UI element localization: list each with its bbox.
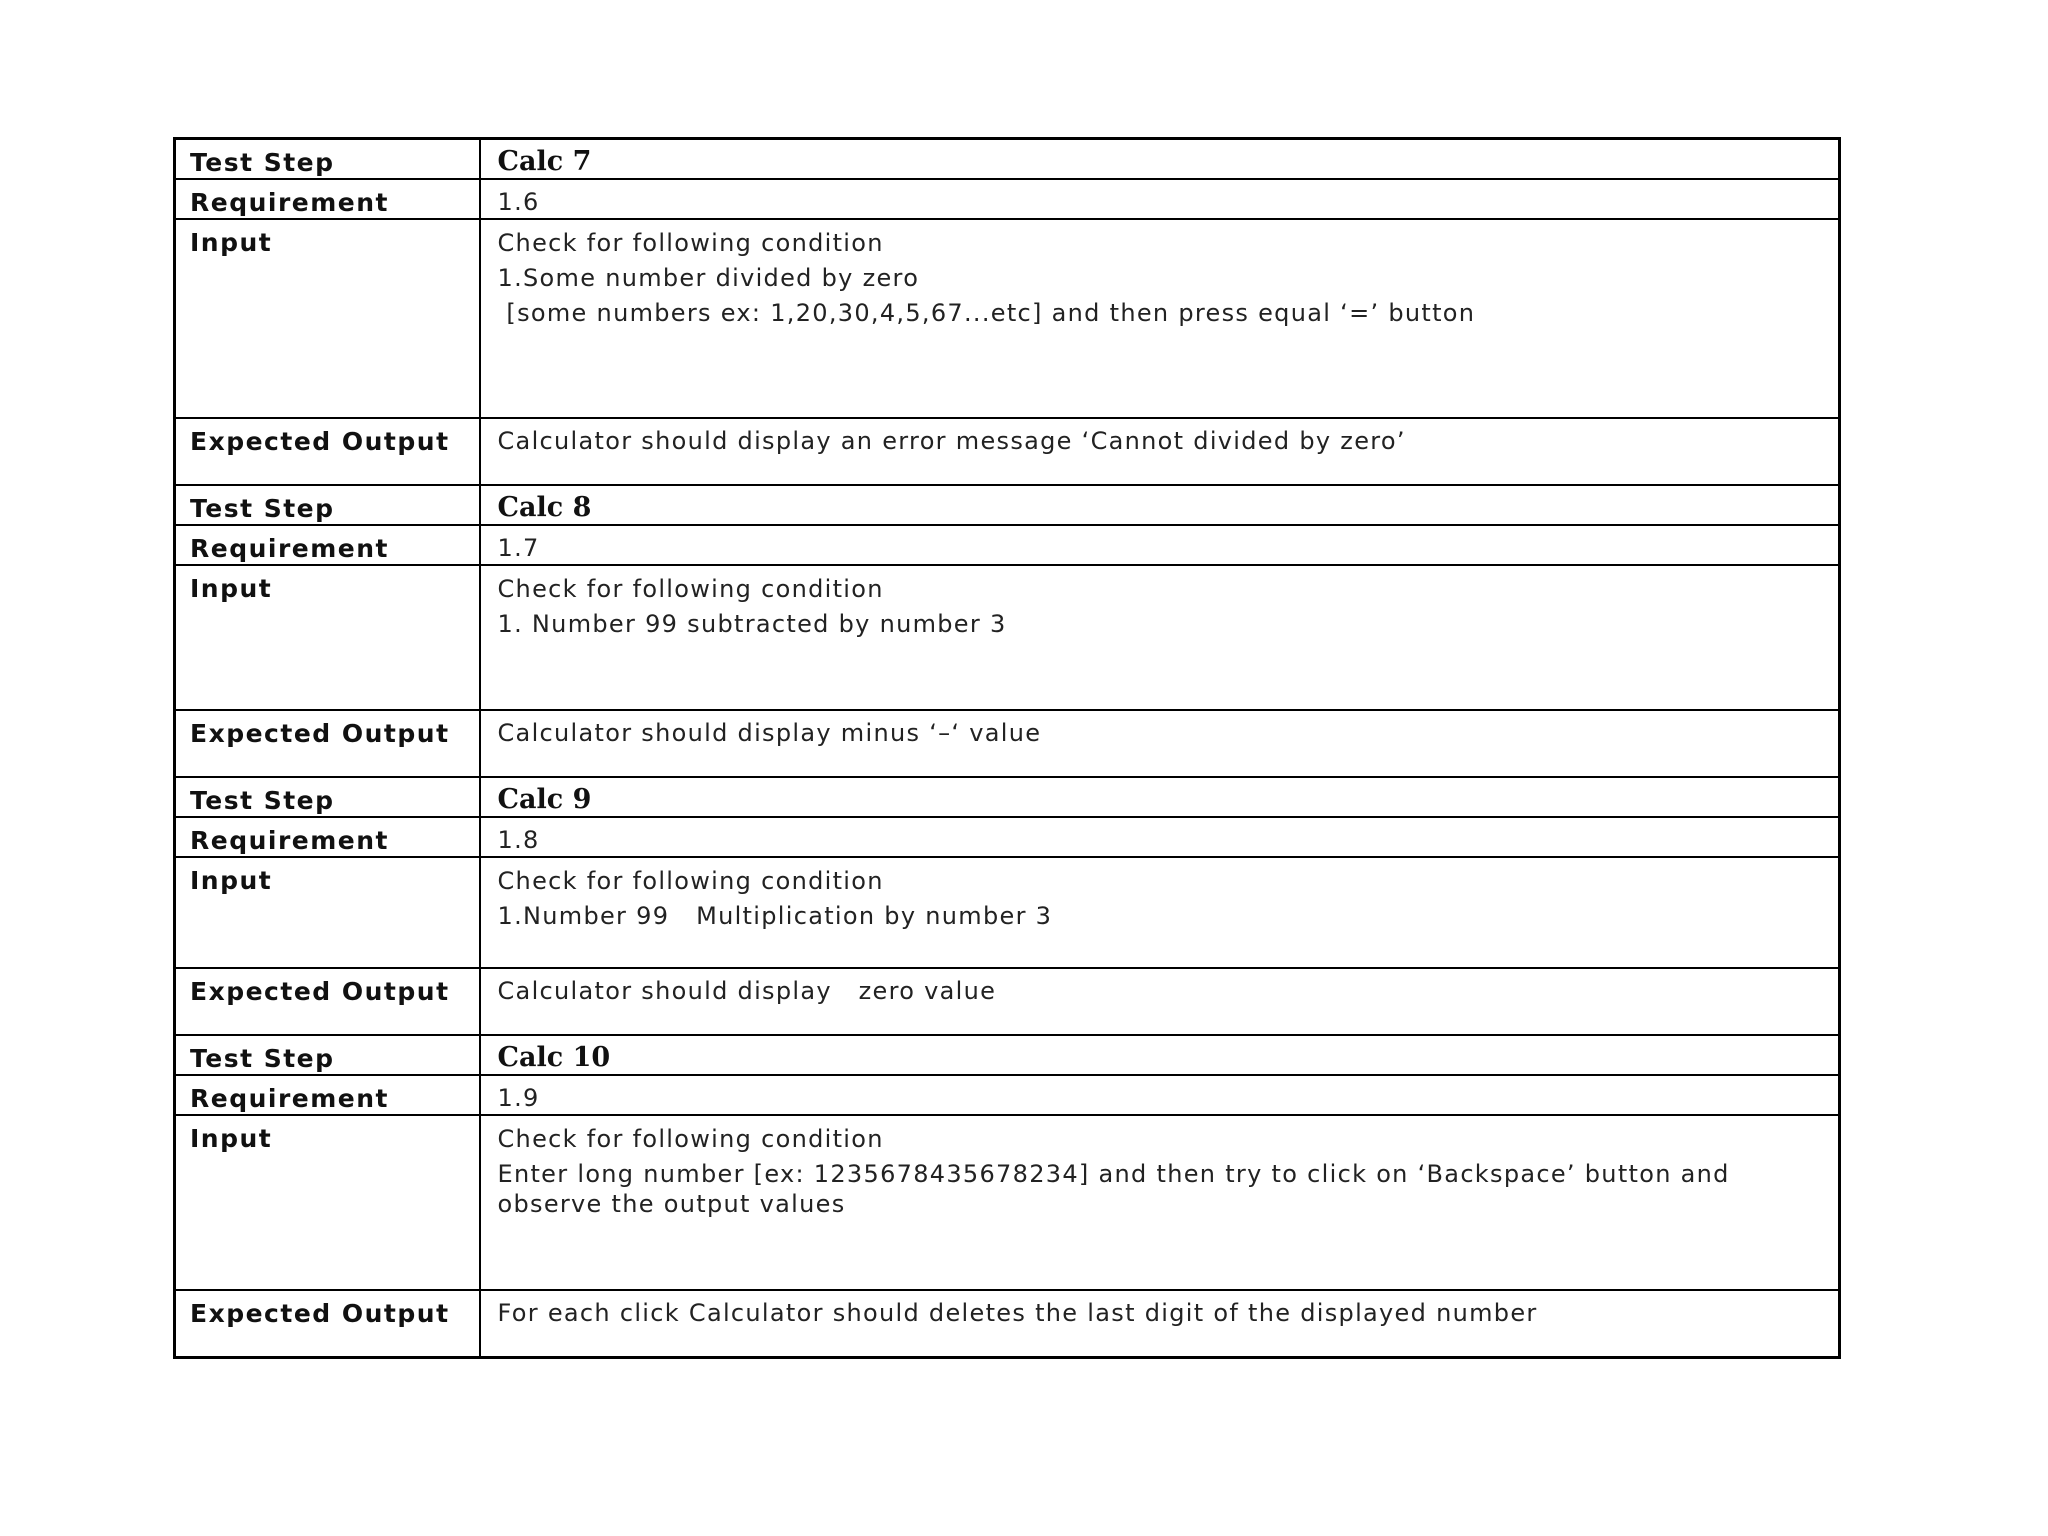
requirement-value: 1.6 [497, 188, 540, 216]
test-step-value: Calc 7 [497, 146, 592, 177]
requirement-value: 1.7 [497, 534, 540, 562]
test-step-row [175, 777, 1840, 817]
requirement-row [175, 1075, 1840, 1115]
input-label: Input [190, 574, 273, 603]
input-line: Check for following condition [497, 575, 884, 603]
input-line: 1.Some number divided by zero [497, 264, 920, 292]
test-step-label: Test Step [190, 786, 335, 815]
expected-output-row [175, 710, 1840, 777]
input-label: Input [190, 1124, 273, 1153]
test-step-label: Test Step [190, 148, 335, 177]
expected-output-value: Calculator should display zero value [497, 977, 997, 1005]
requirement-label: Requirement [190, 1084, 390, 1113]
input-line: 1.Number 99 Multiplication by number 3 [497, 902, 1053, 930]
test-step-value: Calc 8 [497, 492, 592, 523]
input-label: Input [190, 866, 273, 895]
input-value [481, 1116, 1839, 1219]
input-line: Check for following condition [497, 1125, 884, 1153]
requirement-value: 1.8 [497, 826, 540, 854]
input-value [481, 858, 1839, 931]
test-step-value: Calc 9 [497, 784, 592, 815]
expected-output-label: Expected Output [190, 1299, 450, 1328]
test-step-row [175, 139, 1840, 180]
test-case-table [173, 137, 1841, 1359]
expected-output-row [175, 418, 1840, 485]
input-label: Input [190, 228, 273, 257]
input-line: Check for following condition [497, 229, 884, 257]
expected-output-label: Expected Output [190, 977, 450, 1006]
input-row [175, 1115, 1840, 1290]
input-line: 1. Number 99 subtracted by number 3 [497, 610, 1007, 638]
expected-output-value: Calculator should display an error message ‘Cannot divided by zero’ [497, 427, 1406, 455]
input-row [175, 565, 1840, 710]
expected-output-label: Expected Output [190, 719, 450, 748]
expected-output-label: Expected Output [190, 427, 450, 456]
expected-output-value: Calculator should display minus ‘–‘ value [497, 719, 1042, 747]
expected-output-row [175, 968, 1840, 1035]
requirement-value: 1.9 [497, 1084, 540, 1112]
input-row [175, 857, 1840, 968]
test-step-label: Test Step [190, 1044, 335, 1073]
test-step-row [175, 1035, 1840, 1075]
expected-output-value: For each click Calculator should deletes the last digit of the displayed number [497, 1299, 1538, 1327]
requirement-row [175, 179, 1840, 219]
input-row [175, 219, 1840, 418]
test-step-value: Calc 10 [497, 1042, 611, 1073]
input-line: [some numbers ex: 1,20,30,4,5,67...etc] and then press equal ‘=’ button [497, 299, 1476, 327]
test-step-row [175, 485, 1840, 525]
expected-output-row [175, 1290, 1840, 1358]
test-step-label: Test Step [190, 494, 335, 523]
input-line: Enter long number [ex: 1235678435678234] and then try to click on ‘Backspace’ button and observe the output values [497, 1160, 1730, 1218]
input-line: Check for following condition [497, 867, 884, 895]
requirement-row [175, 817, 1840, 857]
requirement-label: Requirement [190, 534, 390, 563]
input-value [481, 566, 1839, 639]
requirement-label: Requirement [190, 188, 390, 217]
requirement-label: Requirement [190, 826, 390, 855]
input-value [481, 220, 1839, 328]
requirement-row [175, 525, 1840, 565]
